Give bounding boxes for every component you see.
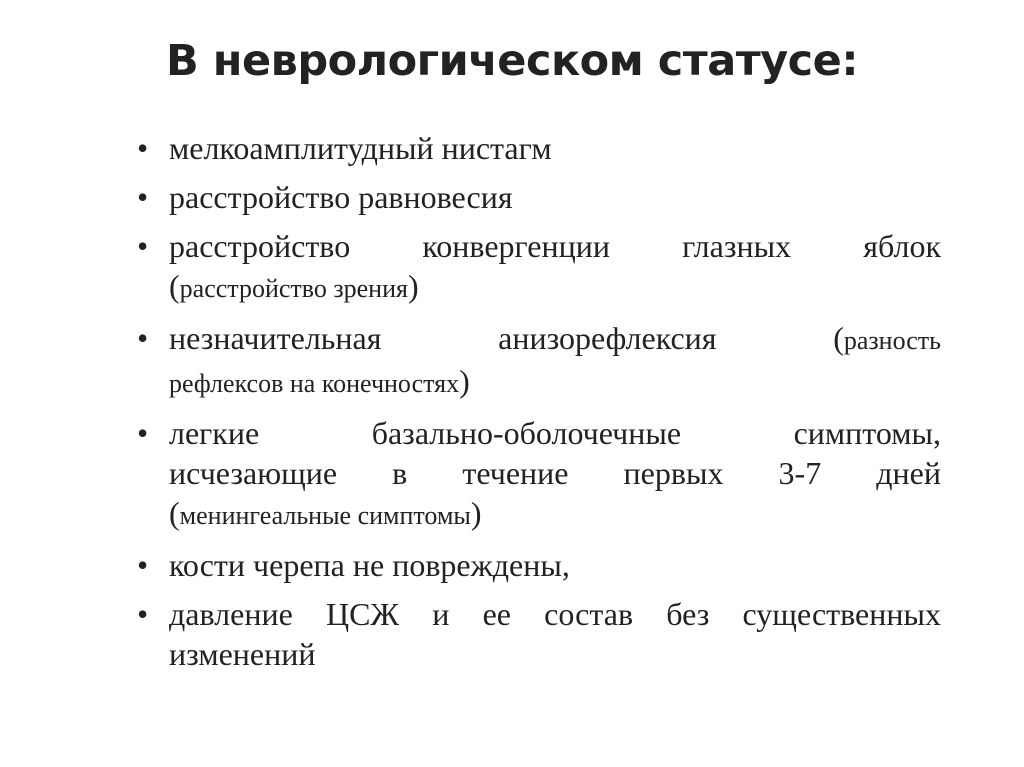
bullet-icon: •	[137, 179, 149, 215]
list-item-text: давление ЦСЖ и ее состав без существенных	[169, 596, 941, 632]
open-paren: (	[833, 320, 844, 356]
list-item-main-text: незначительная анизорефлексия	[169, 320, 717, 356]
list-item-text: кости черепа не повреждены,	[169, 547, 570, 583]
bullet-icon: •	[137, 547, 149, 583]
list-item	[135, 128, 941, 168]
list-item-text: легкие базально-оболочечные симптомы,	[169, 415, 941, 451]
list-item-note	[169, 266, 941, 309]
list-item-text: изменений	[169, 636, 316, 672]
list-item	[135, 318, 941, 404]
open-paren: (	[169, 268, 180, 304]
slide-title: В неврологическом статусе:	[165, 36, 859, 86]
list-item-text: исчезающие в течение первых 3-7 дней	[169, 455, 941, 491]
close-paren: )	[407, 268, 419, 304]
close-paren: )	[470, 495, 482, 531]
bullet-icon: •	[137, 130, 149, 166]
list-item	[135, 177, 941, 217]
open-paren: (	[169, 495, 180, 531]
close-paren: )	[459, 363, 470, 399]
note-text: разность	[843, 326, 941, 355]
list-item	[135, 413, 941, 536]
bullet-icon: •	[137, 415, 149, 451]
list-item-note	[169, 361, 941, 404]
list-item-text	[169, 318, 941, 361]
bullet-icon: •	[137, 228, 149, 264]
list-item	[135, 226, 941, 309]
list-item	[135, 594, 941, 674]
note-text: менингеальные симптомы	[179, 501, 471, 530]
bullet-icon: •	[137, 596, 149, 632]
note-text: расстройство зрения	[179, 274, 408, 303]
note-text: рефлексов на конечностях	[169, 369, 460, 398]
list-item-text: расстройство конвергенции глазных яблок	[169, 228, 941, 264]
list-item-text: мелкоамплитудный нистагм	[169, 130, 552, 166]
note-group	[833, 320, 941, 356]
list-item-note	[169, 493, 941, 536]
list-item-text: расстройство равновесия	[169, 179, 513, 215]
bullet-list	[135, 128, 941, 683]
list-item	[135, 545, 941, 585]
bullet-icon: •	[137, 320, 149, 356]
